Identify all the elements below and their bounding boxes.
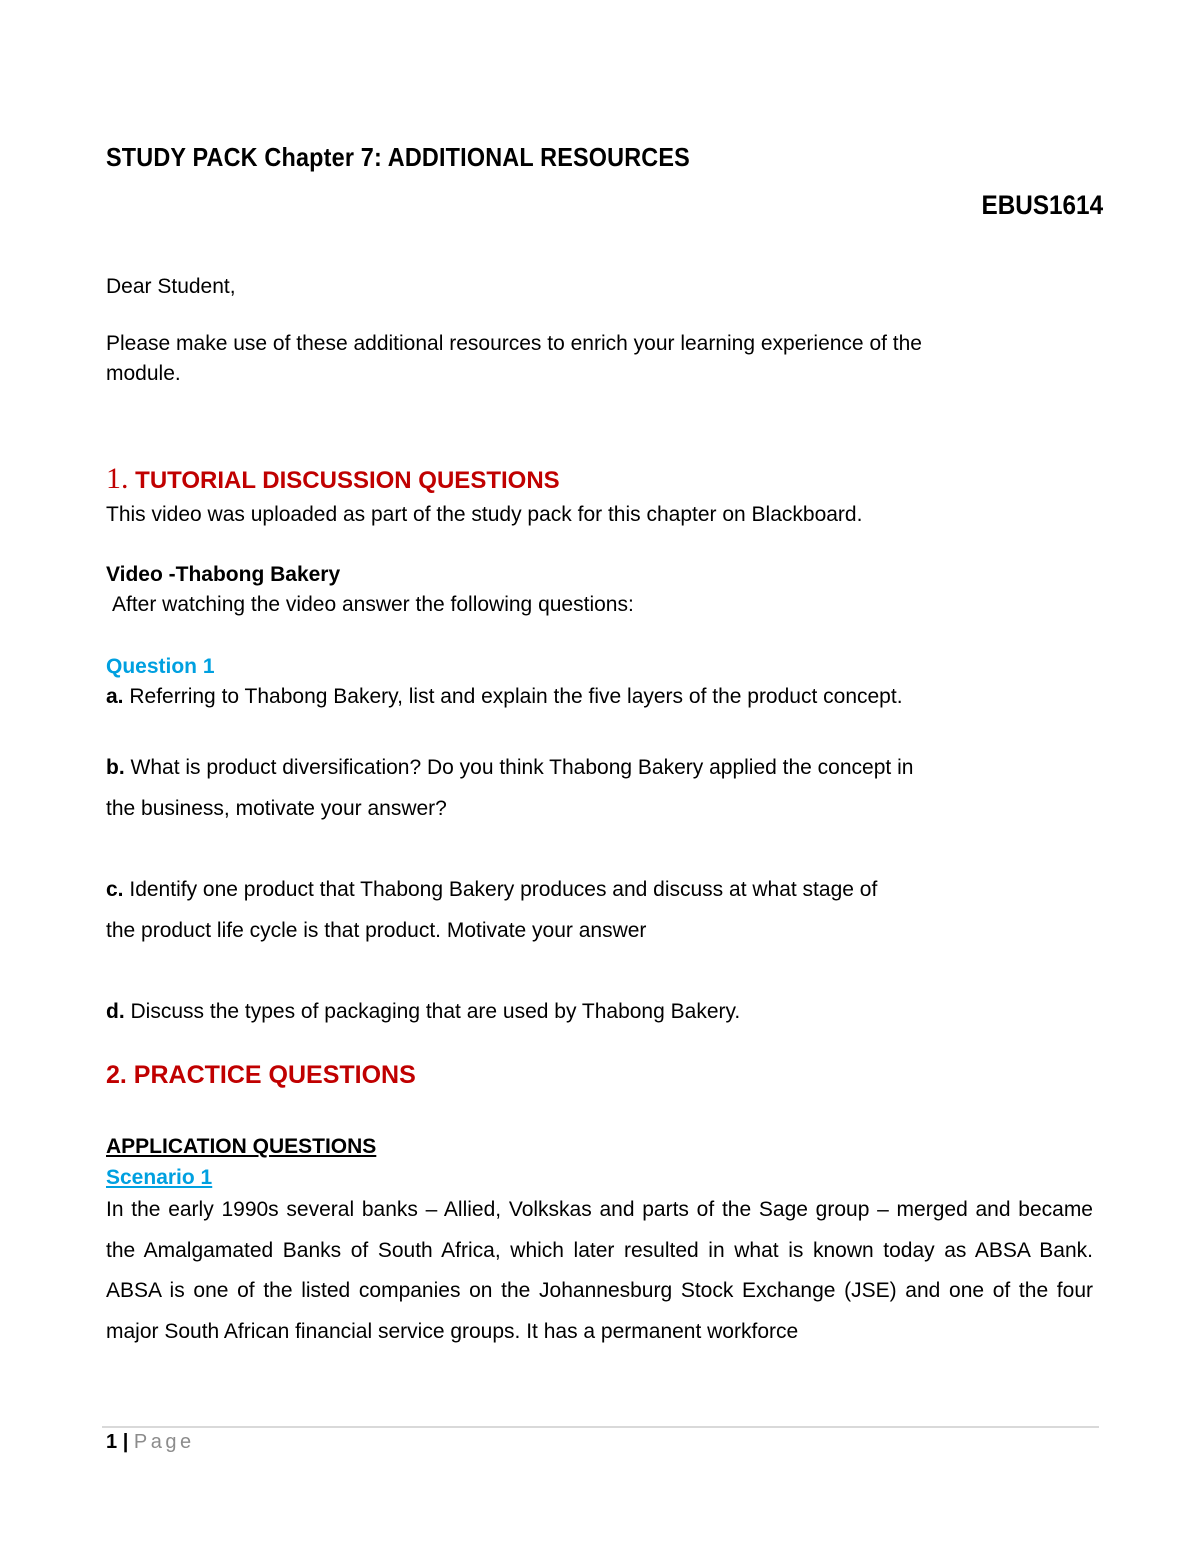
video-title: Video -Thabong Bakery — [106, 563, 341, 586]
page-footer — [106, 1431, 195, 1454]
question-item-c — [106, 875, 877, 905]
item-d-text: Discuss the types of packaging that are used by Thabong Bakery. — [130, 1000, 741, 1023]
section-2-heading: 2. PRACTICE QUESTIONS — [106, 1061, 416, 1089]
course-code: EBUS1614 — [981, 190, 1103, 220]
item-d-label: d. — [106, 1000, 125, 1023]
question-item-a — [106, 682, 903, 712]
video-instruction: After watching the video answer the following questions: — [112, 593, 634, 616]
section-1-description: This video was uploaded as part of the study pack for this chapter on Blackboard. — [106, 503, 863, 526]
intro-line-1: Please make use of these additional resources to enrich your learning experience of the — [106, 332, 922, 355]
document-title: STUDY PACK Chapter 7: ADDITIONAL RESOURCES — [106, 142, 690, 172]
section-1-number: 1. — [106, 462, 129, 495]
application-questions-heading: APPLICATION QUESTIONS — [106, 1135, 377, 1158]
question-1-heading: Question 1 — [106, 655, 215, 678]
greeting: Dear Student, — [106, 275, 236, 298]
page-number: 1 — [106, 1431, 118, 1453]
footer-divider — [102, 1426, 1099, 1428]
page-separator: | — [122, 1431, 129, 1453]
item-a-label: a. — [106, 685, 124, 708]
page-label: Page — [133, 1431, 195, 1453]
item-c-text-line-2: the product life cycle is that product. Motivate your answer — [106, 919, 647, 942]
scenario-1-heading: Scenario 1 — [106, 1166, 213, 1189]
section-1-heading — [106, 462, 560, 496]
scenario-1-text: In the early 1990s several banks – Allied, Volkskas and parts of the Sage group – merged and became the Amalgamated Banks of South Africa, which later resulted in what is known today as ABSA Bank. ABSA is one of the listed companies on the Johannesburg Stock Exchange (JSE) and one of the four major South African financial service groups. It has a permanent workforce — [106, 1198, 1093, 1343]
item-b-text-line-1: What is product diversification? Do you think Thabong Bakery applied the concept in — [130, 756, 914, 779]
item-b-text-line-2: the business, motivate your answer? — [106, 797, 447, 820]
question-item-d — [106, 997, 740, 1027]
item-c-label: c. — [106, 878, 124, 901]
item-a-text: Referring to Thabong Bakery, list and explain the five layers of the product concept. — [129, 685, 903, 708]
item-b-label: b. — [106, 756, 125, 779]
intro-line-2: module. — [106, 362, 181, 385]
section-1-title: TUTORIAL DISCUSSION QUESTIONS — [135, 467, 560, 494]
question-item-b — [106, 753, 913, 783]
item-c-text-line-1: Identify one product that Thabong Bakery produces and discuss at what stage of — [129, 878, 878, 901]
